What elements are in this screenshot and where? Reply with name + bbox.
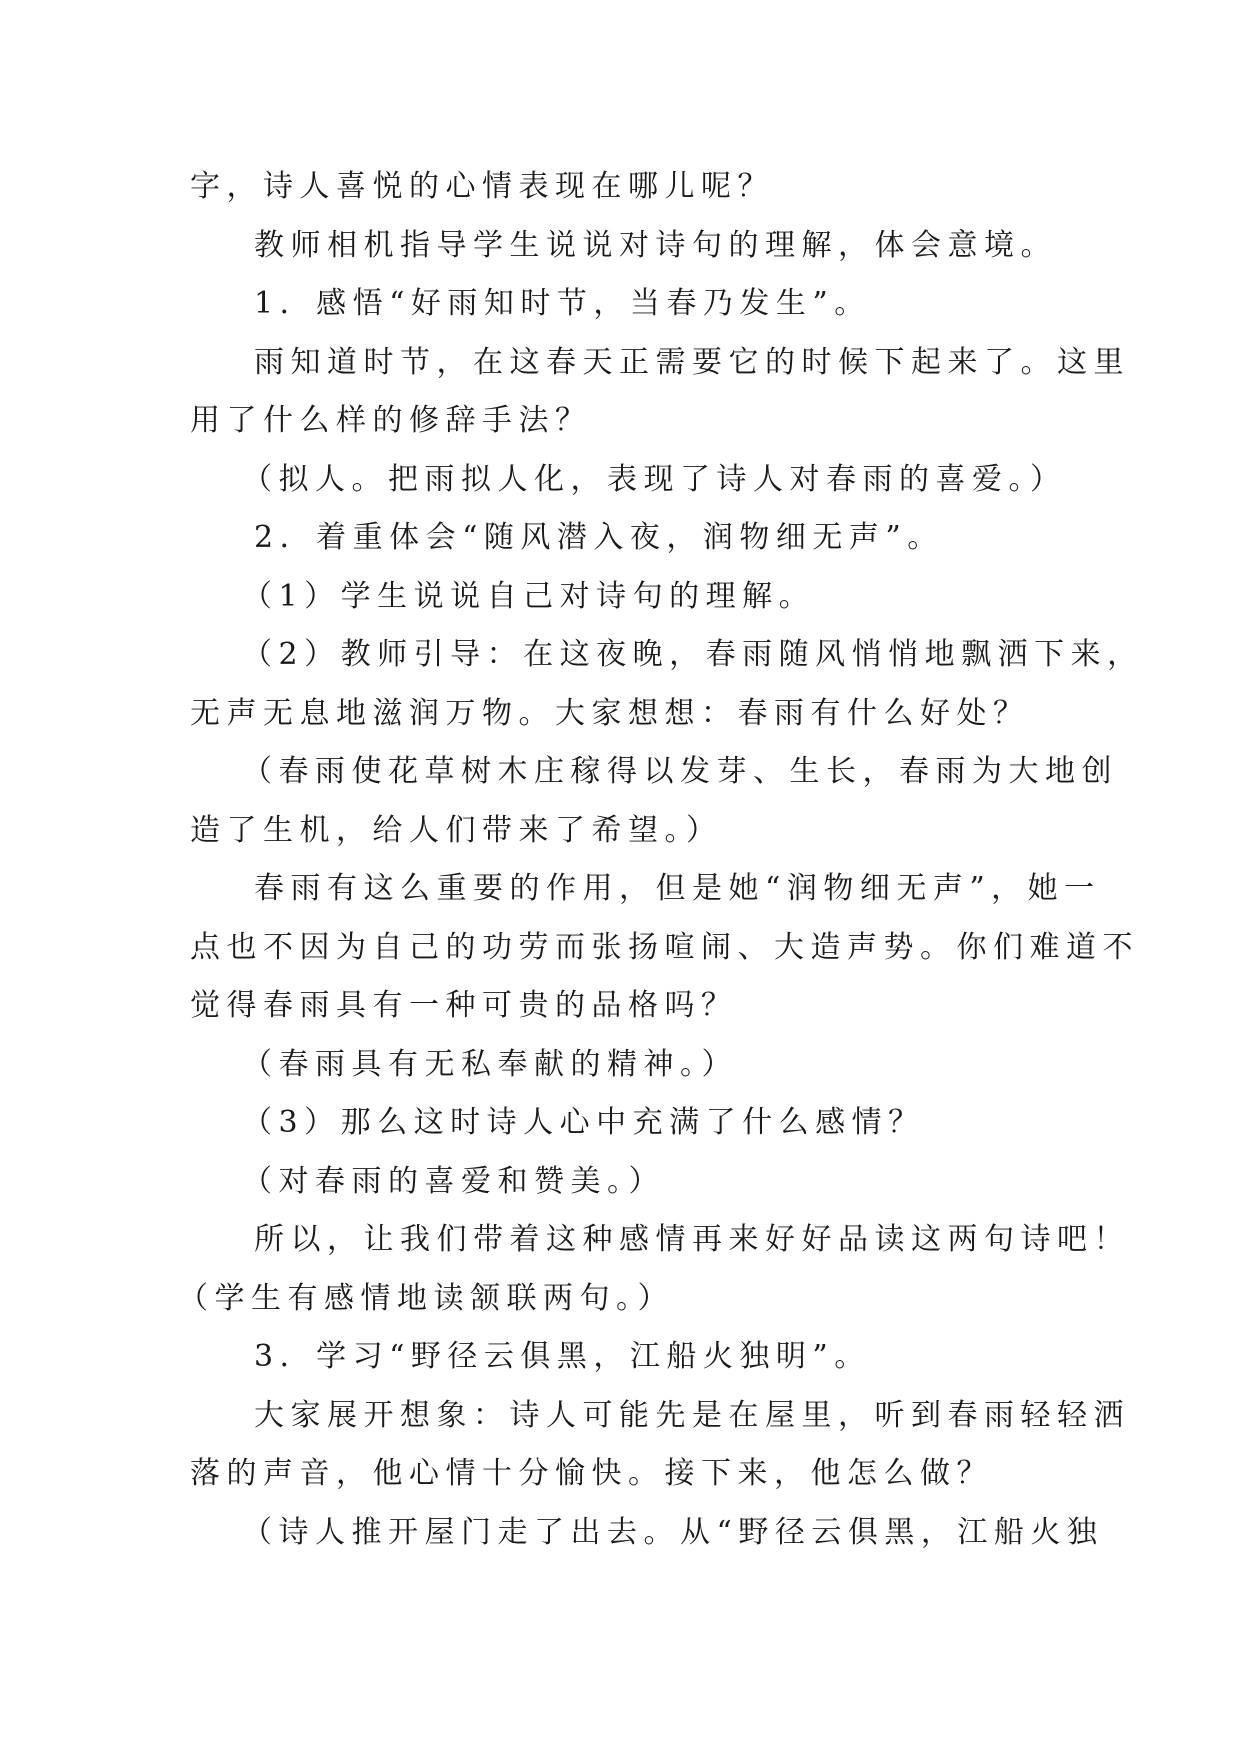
text-line: 造了生机，给人们带来了希望。） xyxy=(190,812,723,848)
text-line: 点也不因为自己的功劳而张扬喧闹、大造声势。你们难道不 xyxy=(190,929,1139,965)
text-line: （1）学生说说自己对诗句的理解。 xyxy=(242,578,816,614)
text-line: （拟人。把雨拟人化，表现了诗人对春雨的喜爱。） xyxy=(242,461,1067,497)
text-line: 所以，让我们带着这种感情再来好好品读这两句诗吧！ xyxy=(254,1222,1130,1257)
text-line: （春雨使花草树木庄稼得以发芽、生长，春雨为大地创 xyxy=(242,754,1118,789)
text-line: （诗人推开屋门走了出去。从“野径云俱黑，江船火独 xyxy=(242,1514,1104,1550)
text-line: （3）那么这时诗人心中充满了什么感情？ xyxy=(242,1105,925,1140)
text-line: 觉得春雨具有一种可贵的品格吗？ xyxy=(190,988,738,1023)
text-line: 教师相机指导学生说说对诗句的理解，体会意境。 xyxy=(254,227,1057,263)
text-line: 春雨有这么重要的作用，但是她“润物细无声”，她一 xyxy=(254,871,1101,906)
text-line: 无声无息地滋润万物。大家想想：春雨有什么好处？ xyxy=(190,695,1030,731)
text-line: （2）教师引导：在这夜晚，春雨随风悄悄地飘洒下来， xyxy=(242,637,1144,672)
text-line: 3．学习“野径云俱黑，江船火独明”。 xyxy=(254,1339,871,1374)
text-line: （学生有感情地读颔联两句。） xyxy=(178,1280,674,1316)
text-line: 2．着重体会“随风潜入夜，润物细无声”。 xyxy=(254,520,944,555)
text-line: 雨知道时节，在这春天正需要它的时候下起来了。这里 xyxy=(254,344,1130,380)
text-line: 用了什么样的修辞手法？ xyxy=(190,403,592,438)
text-line: （对春雨的喜爱和赞美。） xyxy=(242,1163,665,1199)
document-body xyxy=(178,158,1144,1562)
text-line: （春雨具有无私奉献的精神。） xyxy=(242,1046,738,1082)
text-line: 落的声音，他心情十分愉快。接下来，他怎么做？ xyxy=(190,1456,993,1491)
text-line: 大家展开想象：诗人可能先是在屋里，听到春雨轻轻洒 xyxy=(254,1397,1130,1433)
text-line: 1．感悟“好雨知时节，当春乃发生”。 xyxy=(254,286,871,321)
text-line: 字，诗人喜悦的心情表现在哪儿呢？ xyxy=(190,169,774,204)
